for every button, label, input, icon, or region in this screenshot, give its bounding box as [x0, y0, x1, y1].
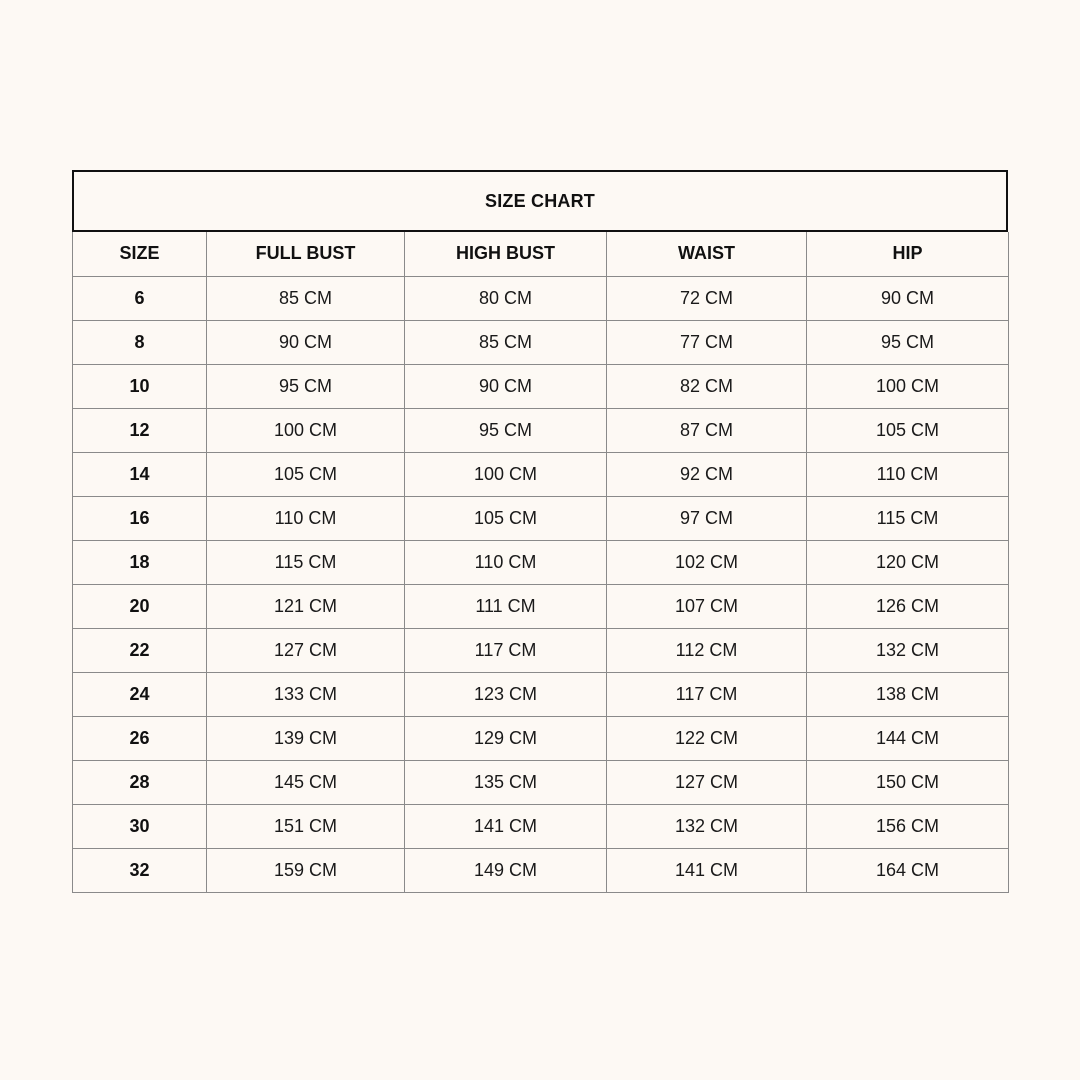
- table-row: [73, 276, 1009, 320]
- table-body: [73, 276, 1009, 892]
- table-row: [73, 496, 1009, 540]
- cell-size: 14: [73, 452, 207, 496]
- cell-hip: 110 CM: [807, 452, 1009, 496]
- cell-size: 24: [73, 672, 207, 716]
- cell-high-bust: 149 CM: [405, 848, 607, 892]
- cell-waist: 132 CM: [607, 804, 807, 848]
- header-hip: HIP: [807, 232, 1009, 276]
- cell-size: 20: [73, 584, 207, 628]
- cell-full-bust: 159 CM: [207, 848, 405, 892]
- cell-hip: 115 CM: [807, 496, 1009, 540]
- cell-hip: 126 CM: [807, 584, 1009, 628]
- cell-high-bust: 100 CM: [405, 452, 607, 496]
- header-high-bust: HIGH BUST: [405, 232, 607, 276]
- cell-full-bust: 95 CM: [207, 364, 405, 408]
- cell-waist: 72 CM: [607, 276, 807, 320]
- cell-hip: 105 CM: [807, 408, 1009, 452]
- cell-hip: 132 CM: [807, 628, 1009, 672]
- cell-full-bust: 85 CM: [207, 276, 405, 320]
- cell-full-bust: 145 CM: [207, 760, 405, 804]
- cell-waist: 87 CM: [607, 408, 807, 452]
- table-row: [73, 848, 1009, 892]
- size-chart-table: [72, 232, 1009, 893]
- size-chart: [72, 170, 1008, 893]
- cell-size: 28: [73, 760, 207, 804]
- cell-hip: 150 CM: [807, 760, 1009, 804]
- cell-size: 6: [73, 276, 207, 320]
- cell-waist: 77 CM: [607, 320, 807, 364]
- table-header-row: [73, 232, 1009, 276]
- cell-hip: 138 CM: [807, 672, 1009, 716]
- cell-high-bust: 111 CM: [405, 584, 607, 628]
- table-row: [73, 672, 1009, 716]
- cell-full-bust: 90 CM: [207, 320, 405, 364]
- cell-hip: 164 CM: [807, 848, 1009, 892]
- cell-waist: 127 CM: [607, 760, 807, 804]
- table-row: [73, 760, 1009, 804]
- cell-hip: 120 CM: [807, 540, 1009, 584]
- table-row: [73, 364, 1009, 408]
- cell-size: 12: [73, 408, 207, 452]
- cell-waist: 82 CM: [607, 364, 807, 408]
- cell-waist: 112 CM: [607, 628, 807, 672]
- cell-high-bust: 135 CM: [405, 760, 607, 804]
- cell-high-bust: 85 CM: [405, 320, 607, 364]
- cell-hip: 95 CM: [807, 320, 1009, 364]
- cell-high-bust: 117 CM: [405, 628, 607, 672]
- cell-high-bust: 90 CM: [405, 364, 607, 408]
- header-size: SIZE: [73, 232, 207, 276]
- cell-waist: 102 CM: [607, 540, 807, 584]
- size-chart-title: SIZE CHART: [72, 170, 1008, 232]
- cell-full-bust: 105 CM: [207, 452, 405, 496]
- cell-full-bust: 121 CM: [207, 584, 405, 628]
- cell-hip: 144 CM: [807, 716, 1009, 760]
- cell-high-bust: 80 CM: [405, 276, 607, 320]
- table-row: [73, 320, 1009, 364]
- cell-size: 16: [73, 496, 207, 540]
- cell-full-bust: 127 CM: [207, 628, 405, 672]
- cell-high-bust: 123 CM: [405, 672, 607, 716]
- cell-high-bust: 105 CM: [405, 496, 607, 540]
- table-row: [73, 804, 1009, 848]
- cell-size: 26: [73, 716, 207, 760]
- cell-size: 8: [73, 320, 207, 364]
- cell-full-bust: 133 CM: [207, 672, 405, 716]
- cell-waist: 117 CM: [607, 672, 807, 716]
- cell-high-bust: 141 CM: [405, 804, 607, 848]
- table-row: [73, 628, 1009, 672]
- cell-full-bust: 100 CM: [207, 408, 405, 452]
- cell-high-bust: 110 CM: [405, 540, 607, 584]
- cell-waist: 92 CM: [607, 452, 807, 496]
- table-row: [73, 716, 1009, 760]
- cell-size: 30: [73, 804, 207, 848]
- header-full-bust: FULL BUST: [207, 232, 405, 276]
- cell-high-bust: 95 CM: [405, 408, 607, 452]
- cell-full-bust: 110 CM: [207, 496, 405, 540]
- table-row: [73, 452, 1009, 496]
- cell-size: 32: [73, 848, 207, 892]
- cell-waist: 97 CM: [607, 496, 807, 540]
- table-row: [73, 584, 1009, 628]
- cell-waist: 141 CM: [607, 848, 807, 892]
- header-waist: WAIST: [607, 232, 807, 276]
- cell-hip: 90 CM: [807, 276, 1009, 320]
- table-row: [73, 408, 1009, 452]
- cell-full-bust: 139 CM: [207, 716, 405, 760]
- cell-size: 10: [73, 364, 207, 408]
- table-row: [73, 540, 1009, 584]
- cell-size: 18: [73, 540, 207, 584]
- cell-waist: 122 CM: [607, 716, 807, 760]
- cell-size: 22: [73, 628, 207, 672]
- cell-full-bust: 115 CM: [207, 540, 405, 584]
- cell-full-bust: 151 CM: [207, 804, 405, 848]
- cell-hip: 100 CM: [807, 364, 1009, 408]
- cell-hip: 156 CM: [807, 804, 1009, 848]
- cell-high-bust: 129 CM: [405, 716, 607, 760]
- cell-waist: 107 CM: [607, 584, 807, 628]
